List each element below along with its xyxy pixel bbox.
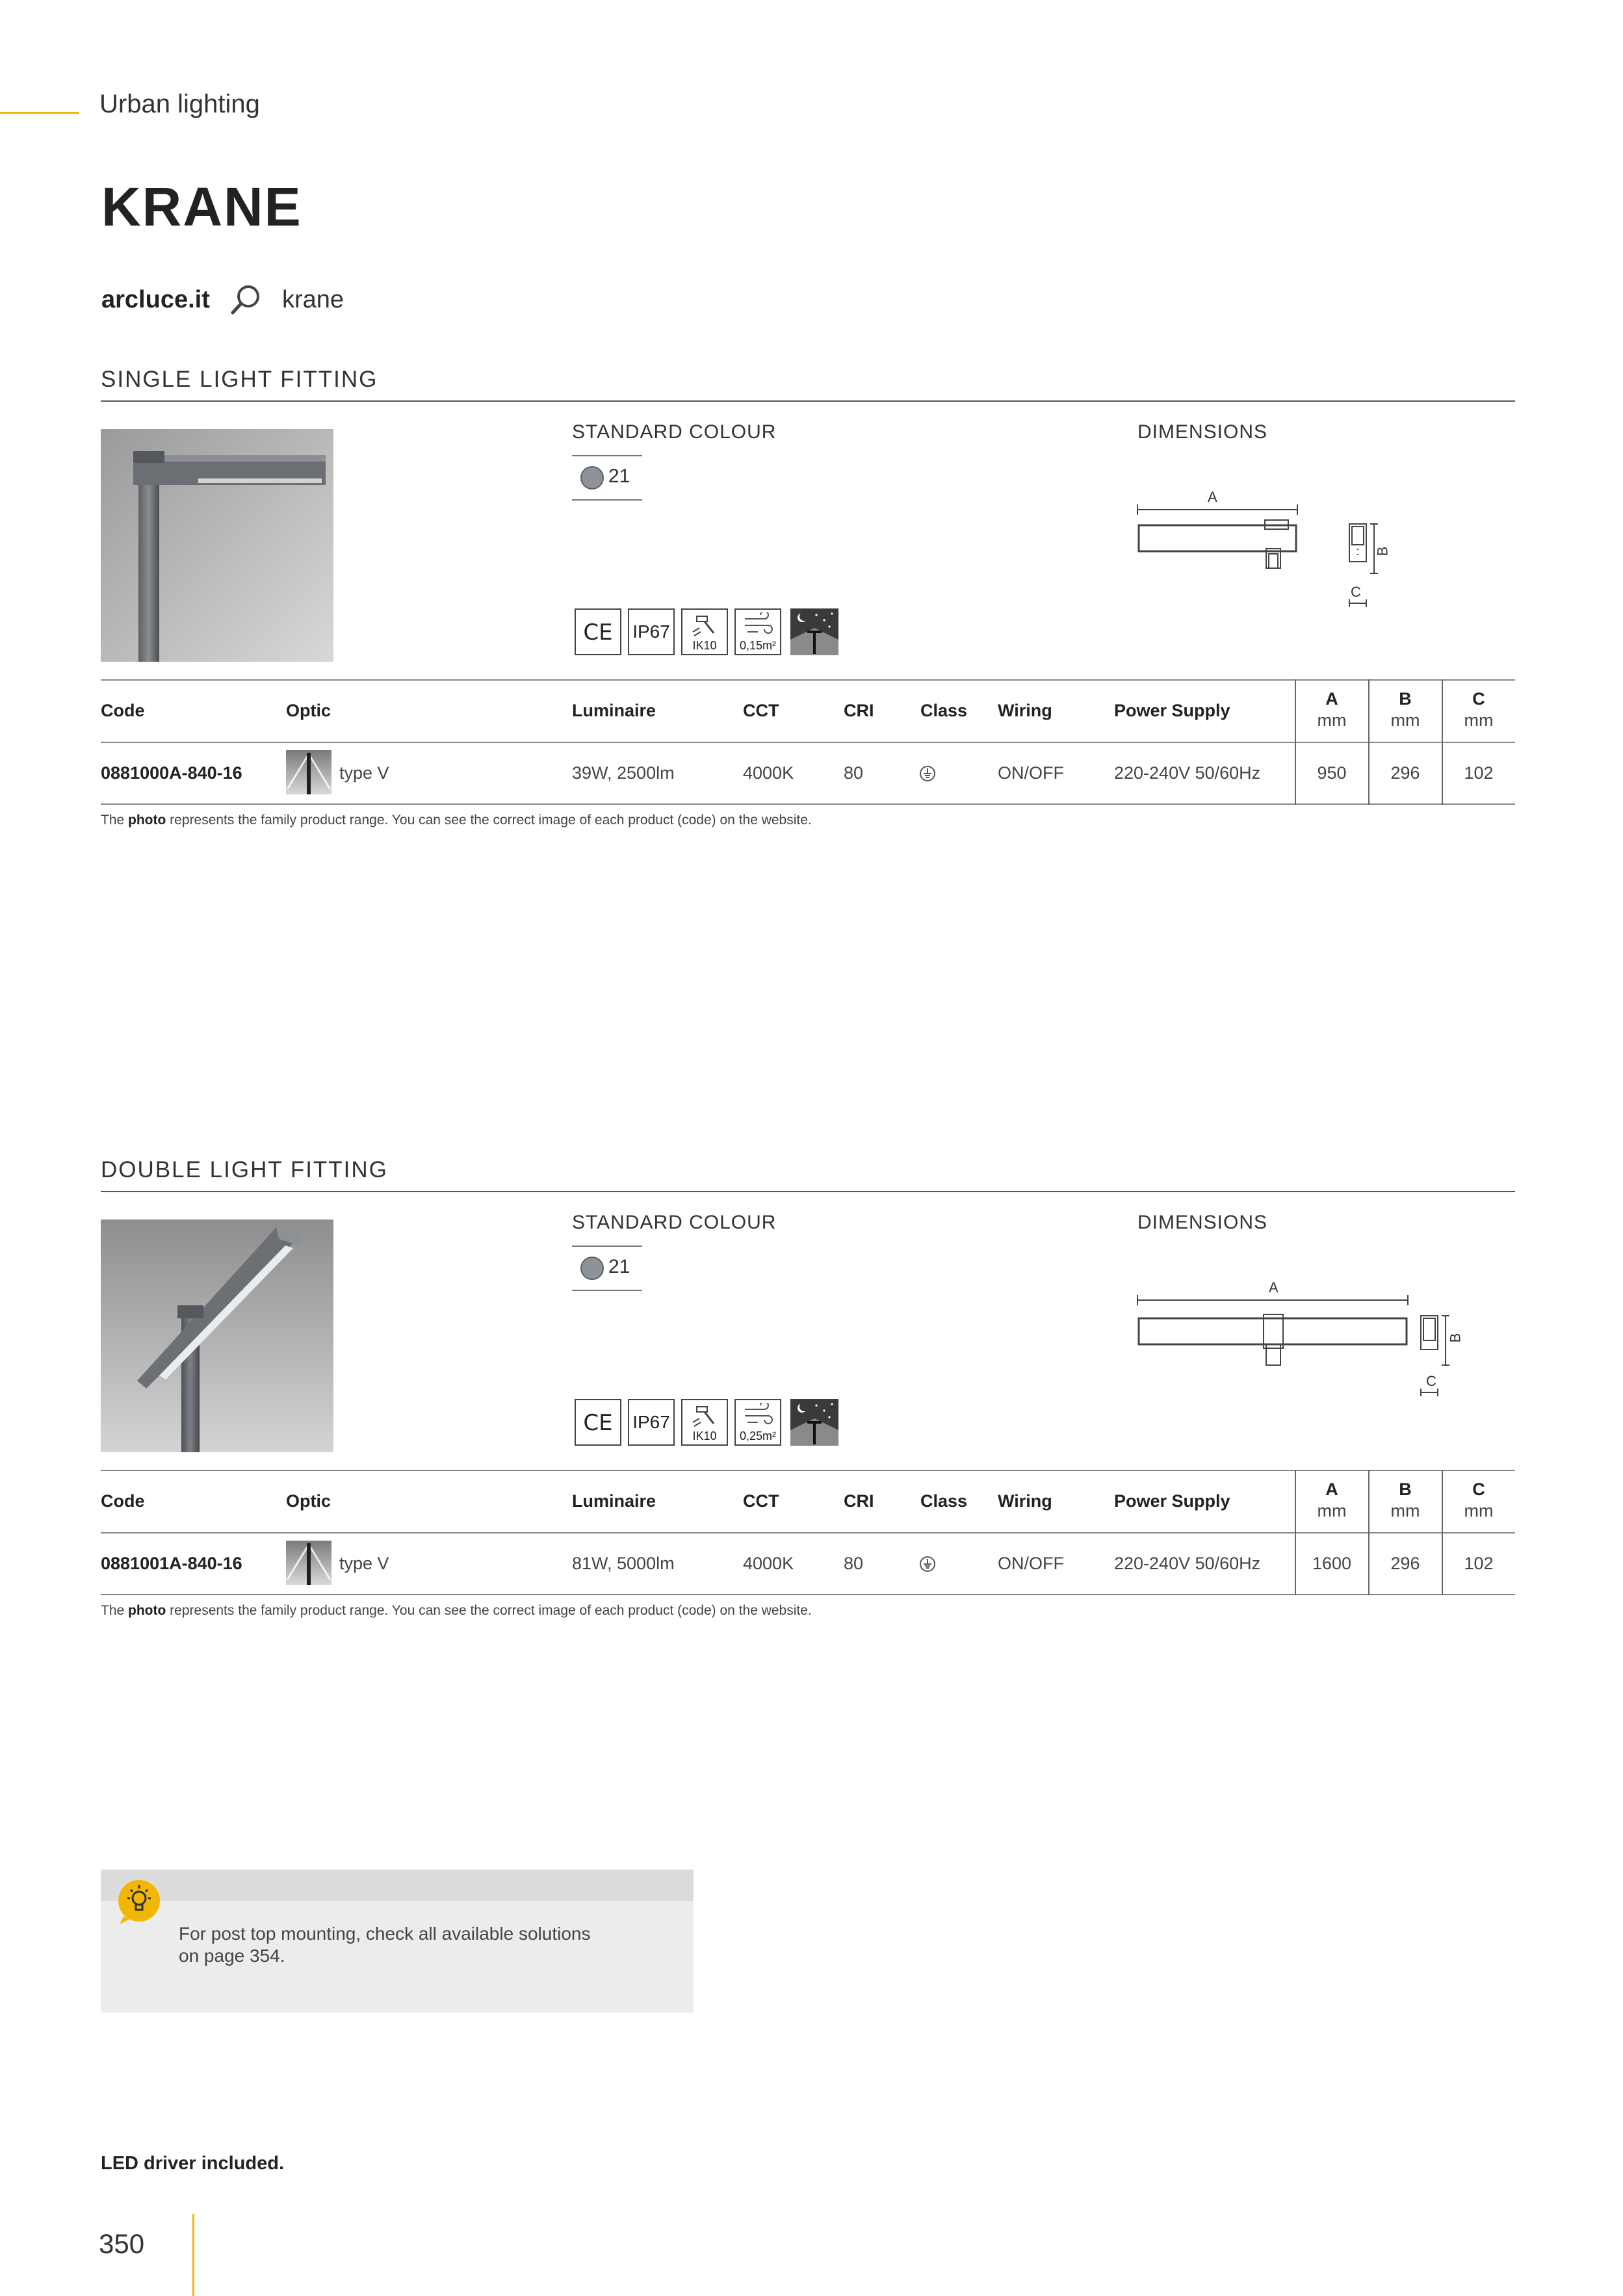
colour-code: 21 xyxy=(608,465,630,487)
th-wiring: Wiring xyxy=(998,701,1052,720)
ik-rating: IK10 xyxy=(692,639,717,652)
photo-note: The photo represents the family product range. You can see the correct image of each product (code) on the website. xyxy=(101,813,812,828)
ce-mark-icon xyxy=(575,1399,621,1446)
dim-label-b: B xyxy=(1447,1333,1464,1343)
column-divider xyxy=(1295,1470,1296,1595)
night-sky-icon xyxy=(790,1399,838,1446)
power-supply-value: 220-240V 50/60Hz xyxy=(1114,763,1261,783)
th-class: Class xyxy=(920,1491,968,1511)
th-dim-c: C mm xyxy=(1464,689,1494,730)
section-divider xyxy=(101,1191,1515,1192)
tip-line-2: on page 354. xyxy=(179,1946,285,1966)
column-divider xyxy=(1368,1470,1370,1595)
wind-icon xyxy=(734,1399,781,1446)
category-label: Urban lighting xyxy=(99,90,260,118)
optic-label: type V xyxy=(339,763,389,783)
product-photo-double xyxy=(101,1220,333,1452)
class-ground-icon xyxy=(919,1556,936,1572)
tip-line-1: For post top mounting, check all available solutions xyxy=(179,1924,591,1944)
th-cct: CCT xyxy=(743,1491,779,1511)
impact-hammer-icon xyxy=(681,608,728,655)
dimension-drawing-single xyxy=(1136,489,1409,619)
ip-rating: IP67 xyxy=(632,1412,670,1432)
lightbulb-icon xyxy=(116,1879,162,1925)
product-code: 0881001A-840-16 xyxy=(101,1554,242,1573)
colour-code: 21 xyxy=(608,1256,630,1277)
luminaire-value: 81W, 5000lm xyxy=(572,1554,675,1573)
dim-label-a: A xyxy=(1269,1279,1279,1296)
th-luminaire: Luminaire xyxy=(572,701,656,720)
th-optic: Optic xyxy=(286,1491,331,1511)
dim-label-c: C xyxy=(1426,1373,1436,1389)
cct-value: 4000K xyxy=(743,763,794,783)
ce-mark-icon xyxy=(575,608,621,655)
colour-swatch xyxy=(572,1246,642,1291)
standard-colour-label: STANDARD COLOUR xyxy=(572,421,777,443)
footer-accent-line xyxy=(192,2214,194,2296)
dim-label-c: C xyxy=(1351,584,1361,600)
column-divider xyxy=(1368,679,1370,805)
tip-text xyxy=(179,1923,590,1967)
page-title: KRANE xyxy=(101,176,302,237)
th-wiring: Wiring xyxy=(998,1491,1052,1511)
table-bottom-border xyxy=(101,1594,1515,1595)
section-title-double: DOUBLE LIGHT FITTING xyxy=(101,1157,388,1182)
table-bottom-border xyxy=(101,803,1515,805)
dimensions-label: DIMENSIONS xyxy=(1137,421,1268,443)
cri-value: 80 xyxy=(844,763,864,783)
ip-rating: IP67 xyxy=(632,621,670,642)
section-divider xyxy=(101,400,1515,402)
th-power-supply: Power Supply xyxy=(1114,701,1230,720)
night-sky-icon xyxy=(790,608,838,655)
dim-label-a: A xyxy=(1208,489,1217,505)
optic-label: type V xyxy=(339,1554,389,1573)
led-driver-note: LED driver included. xyxy=(101,2153,284,2174)
th-luminaire: Luminaire xyxy=(572,1491,656,1511)
search-icon xyxy=(229,282,264,317)
accent-line xyxy=(0,112,79,114)
dim-c-value: 102 xyxy=(1464,1554,1494,1573)
dimensions-label: DIMENSIONS xyxy=(1137,1212,1268,1233)
ip-rating-badge xyxy=(628,608,675,655)
tip-header-band xyxy=(101,1870,694,1901)
th-cct: CCT xyxy=(743,701,779,720)
th-cri: CRI xyxy=(844,1491,874,1511)
dim-b-value: 296 xyxy=(1390,763,1420,783)
standard-colour-label: STANDARD COLOUR xyxy=(572,1212,777,1233)
dim-a-value: 1600 xyxy=(1312,1554,1352,1573)
th-class: Class xyxy=(920,701,968,720)
dim-a-value: 950 xyxy=(1317,763,1347,783)
th-dim-c: C mm xyxy=(1464,1480,1494,1520)
cct-value: 4000K xyxy=(743,1554,794,1573)
wind-area: 0,25m² xyxy=(739,1429,777,1442)
impact-hammer-icon xyxy=(681,1399,728,1446)
page-number: 350 xyxy=(99,2228,145,2259)
optic-type-v-icon xyxy=(286,750,331,794)
colour-dot xyxy=(580,466,604,489)
column-divider xyxy=(1442,679,1443,805)
table-top-border xyxy=(101,679,1515,681)
table-header-border xyxy=(101,1532,1515,1533)
th-code: Code xyxy=(101,701,145,720)
power-supply-value: 220-240V 50/60Hz xyxy=(1114,1554,1261,1573)
wind-icon xyxy=(734,608,781,655)
th-power-supply: Power Supply xyxy=(1114,1491,1230,1511)
photo-note: The photo represents the family product range. You can see the correct image of each product (code) on the website. xyxy=(101,1603,812,1618)
table-header-border xyxy=(101,742,1515,743)
class-ground-icon xyxy=(919,765,936,782)
th-dim-a: A mm xyxy=(1317,1480,1347,1520)
th-cri: CRI xyxy=(844,701,874,720)
th-dim-b: B mm xyxy=(1390,1480,1420,1520)
product-photo-single xyxy=(101,429,333,662)
th-dim-b: B mm xyxy=(1390,689,1420,730)
cri-value: 80 xyxy=(844,1554,864,1573)
th-code: Code xyxy=(101,1491,145,1511)
th-optic: Optic xyxy=(286,701,331,720)
colour-dot xyxy=(580,1257,604,1280)
ik-rating: IK10 xyxy=(692,1429,717,1442)
colour-swatch xyxy=(572,455,642,501)
wiring-value: ON/OFF xyxy=(998,763,1064,783)
section-title-single: SINGLE LIGHT FITTING xyxy=(101,367,378,392)
column-divider xyxy=(1442,1470,1443,1595)
product-code: 0881000A-840-16 xyxy=(101,763,242,783)
dim-b-value: 296 xyxy=(1390,1554,1420,1573)
column-divider xyxy=(1295,679,1296,805)
svg-text:CE: CE xyxy=(583,620,613,646)
table-top-border xyxy=(101,1470,1515,1471)
website-link[interactable]: arcluce.it xyxy=(101,286,210,313)
optic-type-v-icon xyxy=(286,1541,331,1585)
th-dim-a: A mm xyxy=(1317,689,1347,730)
dim-c-value: 102 xyxy=(1464,763,1494,783)
dim-label-b: B xyxy=(1374,546,1391,556)
luminaire-value: 39W, 2500lm xyxy=(572,763,675,783)
search-keyword: krane xyxy=(282,286,344,313)
svg-text:CE: CE xyxy=(583,1410,613,1436)
ip-rating-badge xyxy=(628,1399,675,1446)
wiring-value: ON/OFF xyxy=(998,1554,1064,1573)
wind-area: 0,15m² xyxy=(739,639,777,652)
